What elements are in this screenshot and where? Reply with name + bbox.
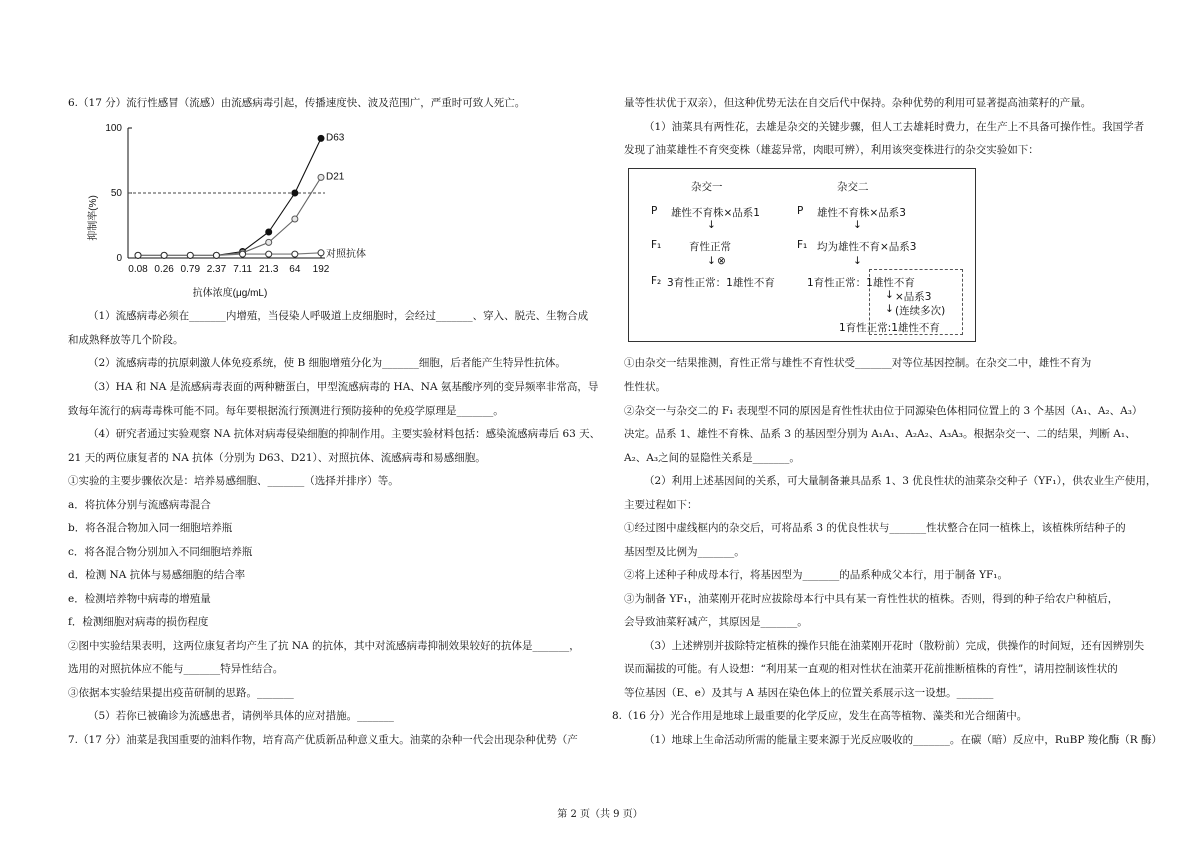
option-e: e．检测培养物中病毒的增殖量 — [68, 593, 211, 605]
text-line: （5）若你已被确诊为流感患者，请例举具体的应对措施。_______ — [88, 710, 394, 722]
text-line: 发现了油菜雄性不育突变株（雄蕊异常，肉眼可辨），利用该突变株进行的杂交实验如下： — [624, 144, 1039, 156]
backcross-label: ×品系3 — [895, 291, 932, 303]
y-tick-label: 100 — [105, 123, 122, 134]
text-line: 性性状。 — [624, 381, 666, 393]
text-line: 误而漏拔的可能。有人设想：“利用某一直观的相对性状在油菜开花前推断植株的育性”，请用控制该性状的 — [624, 663, 1118, 675]
data-point — [187, 252, 193, 258]
x-tick-label: 0.26 — [154, 264, 174, 275]
repeat-label: (连续多次) — [895, 305, 946, 317]
text-line: （3）上述辨别并拔除特定植株的操作只能在油菜刚开花时（散粉前）完成，供操作的时间短，还有因辨别失 — [644, 640, 1145, 652]
text-line: （2）流感病毒的抗原刺激人体免疫系统，使 B 细胞增殖分化为_______细胞，后者能产生特异性抗体。 — [88, 357, 566, 369]
text-line: （1）地球上生命活动所需的能量主要来源于光反应吸收的_______。在碳（暗）反应中，RuBP 羧化酶（R 酶） — [644, 734, 1162, 746]
data-point — [318, 135, 324, 141]
text-line: 选用的对照抗体应不能与_______特异性结合。 — [68, 663, 284, 675]
data-point — [213, 252, 219, 258]
text-line: 21 天的两位康复者的 NA 抗体（分别为 D63、D21）、对照抗体、流感病毒和易感细胞。 — [68, 452, 486, 464]
data-point — [266, 251, 272, 257]
q7-title: 7.（17 分）油菜是我国重要的油料作物，培育高产优质新品种意义重大。油菜的杂种一代会出现杂种优势（产 — [68, 734, 578, 746]
text-line: 决定。品系 1、雄性不育株、品系 3 的基因型分别为 A₁A₁、A₂A₂、A₃A₃。根据杂交一、二的结果，判断 A₁、 — [624, 428, 1136, 440]
cross1-f2: 3育性正常：1雄性不育 — [667, 277, 775, 289]
arrow-down-icon: ↓ — [707, 219, 716, 231]
x-tick-label: 0.08 — [128, 264, 148, 275]
selfing-icon: ⊗ — [717, 255, 726, 267]
text-line: （2）利用上述基因间的关系，可大量制备兼具品系 1、3 优良性状的油菜杂交种子（YF₁），供农业生产使用， — [644, 475, 1157, 487]
cross2-final: 1育性正常:1雄性不育 — [839, 322, 940, 334]
x-axis-label: 抗体浓度(μg/mL) — [192, 288, 268, 299]
text-line: ①由杂交一结果推测，育性正常与雄性不育性状受_______对等位基因控制。在杂交二中，雄性不育为 — [624, 357, 1092, 369]
data-point — [240, 251, 246, 257]
option-d: d．检测 NA 抗体与易感细胞的结合率 — [68, 569, 246, 581]
cross2-parents: 雄性不育株×品系3 — [817, 207, 906, 219]
data-point — [318, 174, 324, 180]
arrow-down-icon: ↓ — [885, 289, 894, 301]
q8-title: 8.（16 分）光合作用是地球上最重要的化学反应，发生在高等植物、藻类和光合细菌中。 — [612, 710, 1028, 722]
cross1-f1: 育性正常 — [689, 241, 731, 253]
text-line: ②将上述种子种成母本行，将基因型为_______的品系种成父本行，用于制备 YF₁。 — [624, 569, 1009, 581]
f1-label: F₁ — [797, 239, 808, 251]
arrow-down-icon: ↓ — [885, 303, 894, 315]
text-line: ②杂交一与杂交二的 F₁ 表现型不同的原因是育性性状由位于同源染色体相同位置上的 3 个基因（A₁、A₂、A₃） — [624, 405, 1143, 417]
data-point — [266, 229, 272, 235]
y-axis-label: 抑制率(%) — [88, 195, 99, 241]
text-line: 会导致油菜籽减产，其原因是_______。 — [624, 616, 808, 628]
p-label: P — [797, 205, 804, 217]
cross2-offspring: 1育性正常：1雄性不育 — [807, 277, 915, 289]
text-line: ③为制备 YF₁，油菜刚开花时应拔除母本行中具有某一育性性状的植株。否则，得到的种子给农户种植后， — [624, 593, 1119, 605]
data-point — [318, 250, 324, 256]
data-point — [266, 239, 272, 245]
y-tick-label: 0 — [116, 253, 122, 264]
data-point — [292, 251, 298, 257]
y-tick-label: 50 — [110, 188, 122, 199]
cross2-title: 杂交二 — [837, 181, 869, 193]
text-line: ③依据本实验结果提出疫苗研制的思路。_______ — [68, 687, 294, 699]
text-line: 致每年流行的病毒毒株可能不同。每年要根据流行预测进行预防接种的免疫学原理是_______。 — [68, 405, 504, 417]
option-f: f．检测细胞对病毒的损伤程度 — [68, 616, 209, 628]
p-label: P — [651, 205, 658, 217]
chart-series — [135, 132, 366, 259]
series-label: D63 — [326, 132, 345, 144]
cross1-parents: 雄性不育株×品系1 — [671, 207, 760, 219]
text-line: A₂、A₃之间的显隐性关系是_______。 — [624, 452, 800, 464]
text-line: ②图中实验结果表明，这两位康复者均产生了抗 NA 的抗体，其中对流感病毒抑制效果较好的抗体是_______， — [68, 640, 580, 652]
option-c: c．将各混合物分别加入不同细胞培养瓶 — [68, 546, 253, 558]
data-point — [292, 216, 298, 222]
page-footer: 第 2 页（共 9 页） — [557, 809, 643, 820]
text-line: （4）研究者通过实验观察 NA 抗体对病毒侵染细胞的抑制作用。主要实验材料包括：感染流感病毒后 63 天、 — [88, 428, 601, 440]
data-point — [161, 252, 167, 258]
text-line: 等位基因（E、e）及其与 A 基因在染色体上的位置关系展示这一设想。_______ — [624, 687, 994, 699]
series-label: D21 — [326, 171, 345, 183]
x-tick-label: 0.79 — [180, 264, 201, 275]
x-tick-label: 21.3 — [258, 264, 279, 275]
cross-diagram — [628, 168, 976, 342]
text-line: （1）流感病毒必须在_______内增殖，当侵染人呼吸道上皮细胞时，会经过_______、穿入、脱壳、生物合成 — [88, 310, 589, 322]
text-line: 和成熟释放等几个阶段。 — [68, 334, 184, 346]
inhibition-chart — [70, 118, 390, 303]
f1-label: F₁ — [651, 239, 662, 251]
arrow-down-icon: ↓ — [853, 255, 862, 267]
series-line-D63 — [138, 138, 321, 255]
text-line: 主要过程如下： — [624, 499, 698, 511]
text-line: （3）HA 和 NA 是流感病毒表面的两种糖蛋白，甲型流感病毒的 HA、NA 氨基酸序列的变异频率非常高，导 — [88, 381, 599, 393]
arrow-down-icon: ↓ — [853, 219, 862, 231]
option-a: a．将抗体分别与流感病毒混合 — [68, 499, 211, 511]
text-line: ①经过图中虚线框内的杂交后，可将品系 3 的优良性状与_______性状整合在同一植株上，该植株所结种子的 — [624, 522, 1126, 534]
text-line: 量等性状优于双亲），但这种优势无法在自交后代中保持。杂种优势的利用可显著提高油菜籽的产量。 — [624, 97, 1092, 109]
text-line: （1）油菜具有两性花，去雄是杂交的关键步骤，但人工去雄耗时费力，在生产上不具备可操作性。我国学者 — [644, 121, 1145, 133]
data-point — [292, 190, 298, 196]
option-b: b．将各混合物加入同一细胞培养瓶 — [68, 522, 233, 534]
x-tick-label: 2.37 — [206, 264, 227, 275]
cross2-f1: 均为雄性不育×品系3 — [817, 241, 917, 253]
x-tick-label: 7.11 — [233, 264, 252, 275]
data-point — [135, 252, 141, 258]
q6-title: 6.（17 分）流行性感冒（流感）由流感病毒引起，传播速度快、波及范围广，严重时可致人死亡。 — [68, 97, 526, 109]
cross1-title: 杂交一 — [691, 181, 723, 193]
text-line: 基因型及比例为_______。 — [624, 546, 745, 558]
x-tick-label: 192 — [312, 264, 330, 275]
arrow-down-icon: ↓ — [707, 255, 716, 267]
f2-label: F₂ — [651, 275, 662, 287]
series-label: 对照抗体 — [326, 248, 366, 260]
x-tick-label: 64 — [289, 264, 301, 275]
text-line: ①实验的主要步骤依次是：培养易感细胞、_______（选择并排序）等。 — [68, 475, 399, 487]
